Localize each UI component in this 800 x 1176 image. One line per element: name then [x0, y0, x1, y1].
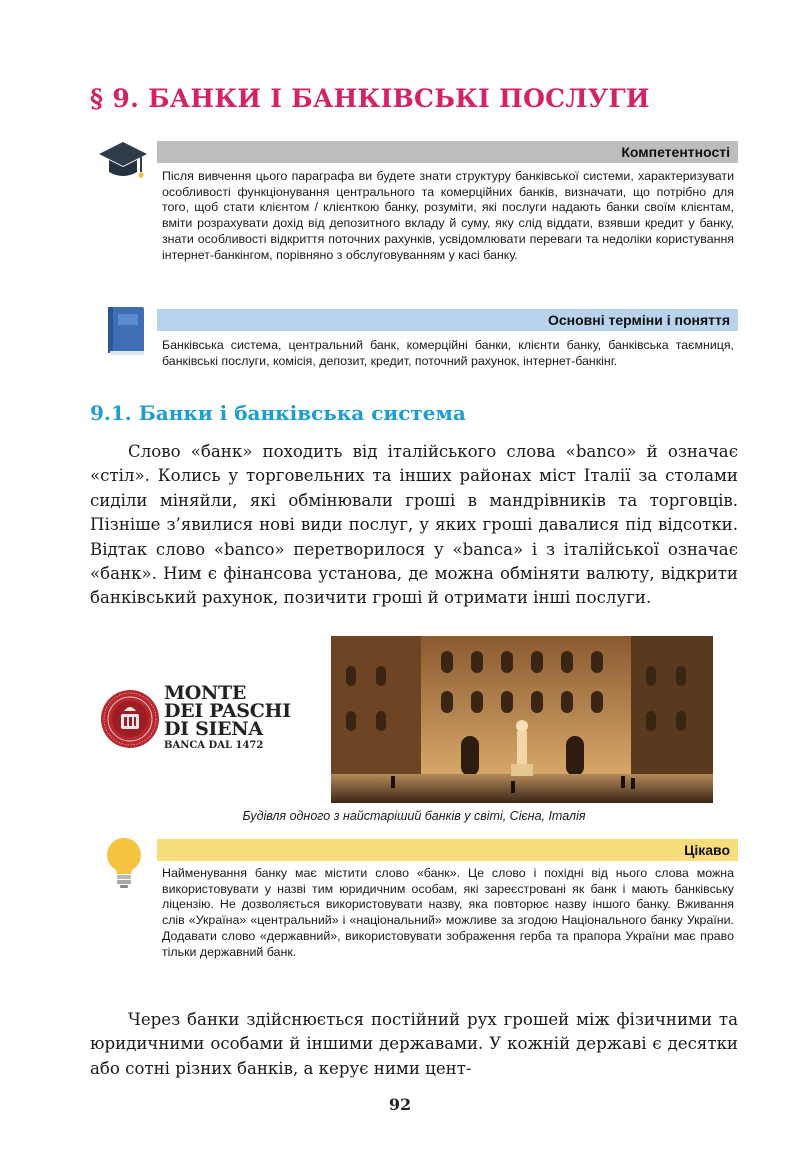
terms-text: Банківська система, центральний банк, комерційні банки, клієнти банку, банківська таємниця, банківські послуги, комісія, депозит, кредит, поточний рахунок, інтернет-банкінг. — [162, 338, 734, 368]
paragraph-intro — [90, 440, 738, 611]
paragraph-banks-text: Через банки здійснюється постійний рух грошей між фізичними та юридичними особами й іншими державами. У кожній державі є десятки або сотні різних банків, а керує ними цент- — [90, 1010, 738, 1078]
monte-dei-paschi-logo — [100, 684, 300, 754]
paragraph-intro-text: Слово «банк» походить від італійського слова «banco» й означає «стіл». Колись у торговельних та інших районах міст Італії за столами сиділи міняйли, які обмінювали гроші в мандрівників та торговців. Пізніше з’явилися нові види послуг, у яких гроші давалися під відсотки. Відтак слово «banco» перетворилося у «banca» і з італійської означає «банк». Ним є фінансова установа, де можна обміняти валюту, відкрити банківський рахунок, позичити гроші й отримати інші послуги. — [90, 442, 738, 608]
figure-caption: Будівля одного з найстаріший банків у світі, Сієна, Італія — [242, 809, 586, 823]
logo-line-2: DEI PASCHI — [164, 700, 291, 722]
competencies-text: Після вивчення цього параграфа ви будете знати структуру банківської системи, характеризувати особливості функціонування центрального та комерційних банків, визначати, що потрібно для того, щоб стати клієнтом / клієнткою банку, розуміти, які послуги надають банки своїм клієнтам, вміти розрахувати дохід від депозитного вкладу й суму, яку слід віддати, взявши кредит у банку, знати особливості відкриття поточних рахунків, усвідомлювати переваги та недоліки користування інтернет-банкінгом, порівняно з обслуговуванням у касі банку. — [162, 169, 734, 262]
logo-subtitle: BANCA DAL 1472 — [164, 740, 264, 751]
section-title: 9.1. Банки і банківська система — [90, 401, 466, 425]
lightbulb-icon — [104, 836, 144, 890]
terms-header: Основні терміни і поняття — [157, 309, 738, 331]
interesting-header: Цікаво — [157, 839, 738, 861]
chapter-title: § 9. БАНКИ І БАНКІВСЬКІ ПОСЛУГИ — [90, 84, 650, 113]
logo-wordmark — [164, 684, 291, 752]
competencies-header: Компетентності — [157, 141, 738, 163]
interesting-text: Найменування банку має містити слово «банк». Це слово і похідні від нього слова можна використовувати у назві тим юридичним особам, які зареєстровані як банк і мають банківську ліцензію. Не дозволяється використовувати назву, яка повторює назву іншого банку. Вживання слів «Україна» «центральний» і «національний» можливе за згодою Національного банку України. Додавати слово «державний», використовувати зображення герба та прапора України має право тільки державний банк. — [162, 866, 734, 959]
bank-seal-icon — [100, 684, 160, 754]
logo-line-3: DI SIENA — [164, 718, 263, 740]
logo-line-1: MONTE — [164, 682, 247, 704]
graduation-cap-icon — [97, 138, 149, 188]
bank-building-photo — [331, 636, 713, 803]
book-icon — [106, 306, 146, 356]
page-number: 92 — [388, 1095, 412, 1114]
paragraph-banks — [90, 1008, 738, 1081]
